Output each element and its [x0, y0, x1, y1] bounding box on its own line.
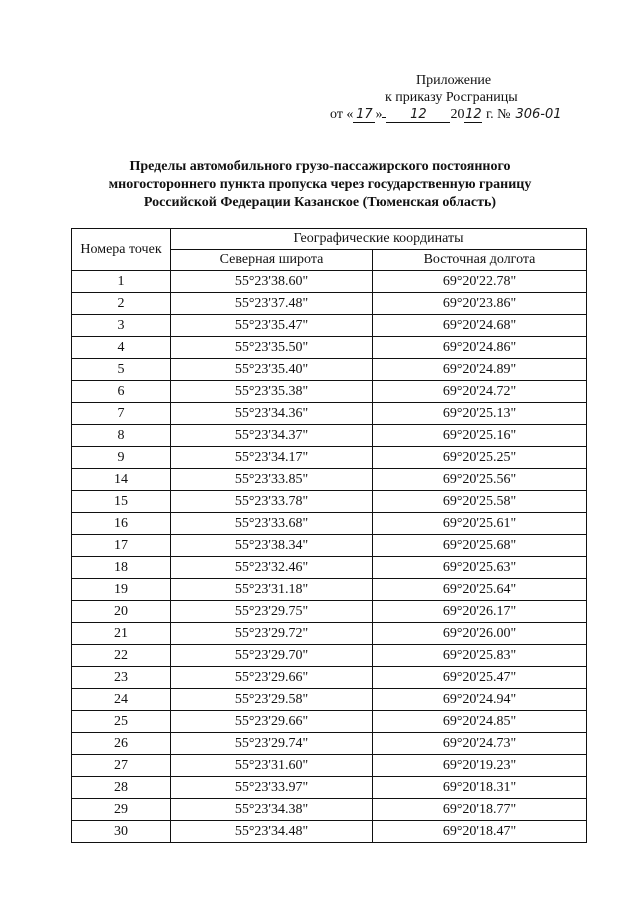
latitude-cell: 55°23'34.17" [171, 447, 373, 469]
point-number-cell: 3 [72, 315, 171, 337]
longitude-cell: 69°20'25.61" [373, 513, 587, 535]
longitude-cell: 69°20'18.47" [373, 821, 587, 843]
longitude-cell: 69°20'25.83" [373, 645, 587, 667]
latitude-cell: 55°23'35.50" [171, 337, 373, 359]
header-longitude: Восточная долгота [373, 250, 587, 271]
latitude-cell: 55°23'31.60" [171, 755, 373, 777]
table-body [72, 271, 587, 843]
longitude-cell: 69°20'22.78" [373, 271, 587, 293]
document-title [60, 158, 580, 212]
latitude-cell: 55°23'34.37" [171, 425, 373, 447]
point-number-cell: 5 [72, 359, 171, 381]
longitude-cell: 69°20'25.56" [373, 469, 587, 491]
latitude-cell: 55°23'37.48" [171, 293, 373, 315]
latitude-cell: 55°23'38.60" [171, 271, 373, 293]
table-row [72, 513, 587, 535]
date-quote-close: » [375, 107, 383, 122]
latitude-cell: 55°23'29.72" [171, 623, 373, 645]
longitude-cell: 69°20'25.63" [373, 557, 587, 579]
longitude-cell: 69°20'25.47" [373, 667, 587, 689]
date-year-suffix: 12 [465, 107, 482, 122]
point-number-cell: 24 [72, 689, 171, 711]
latitude-cell: 55°23'31.18" [171, 579, 373, 601]
point-number-cell: 22 [72, 645, 171, 667]
point-number-cell: 6 [72, 381, 171, 403]
point-number-cell: 29 [72, 799, 171, 821]
latitude-cell: 55°23'34.48" [171, 821, 373, 843]
header-latitude: Северная широта [171, 250, 373, 271]
longitude-cell: 69°20'24.89" [373, 359, 587, 381]
table-row [72, 711, 587, 733]
point-number-cell: 2 [72, 293, 171, 315]
latitude-cell: 55°23'29.75" [171, 601, 373, 623]
latitude-cell: 55°23'29.70" [171, 645, 373, 667]
longitude-cell: 69°20'24.94" [373, 689, 587, 711]
point-number-cell: 21 [72, 623, 171, 645]
table-row [72, 645, 587, 667]
table-row [72, 381, 587, 403]
table-row [72, 469, 587, 491]
table-row [72, 689, 587, 711]
longitude-cell: 69°20'26.17" [373, 601, 587, 623]
point-number-cell: 17 [72, 535, 171, 557]
latitude-cell: 55°23'34.38" [171, 799, 373, 821]
header-point-numbers: Номера точек [72, 229, 171, 271]
appendix-date-line [330, 106, 610, 123]
appendix-order-ref: к приказу Росграницы [385, 90, 518, 105]
date-month: 12 [386, 107, 450, 123]
title-line-2: многостороннего пункта пропуска через государственную границу [108, 177, 532, 192]
point-number-cell: 18 [72, 557, 171, 579]
table-row [72, 293, 587, 315]
table-row [72, 755, 587, 777]
longitude-cell: 69°20'26.00" [373, 623, 587, 645]
point-number-cell: 7 [72, 403, 171, 425]
latitude-cell: 55°23'29.66" [171, 667, 373, 689]
table-row [72, 447, 587, 469]
appendix-label: Приложение [416, 73, 492, 88]
longitude-cell: 69°20'24.68" [373, 315, 587, 337]
longitude-cell: 69°20'18.31" [373, 777, 587, 799]
longitude-cell: 69°20'25.25" [373, 447, 587, 469]
table-row [72, 337, 587, 359]
table-row [72, 491, 587, 513]
order-number: 306-01 [515, 107, 562, 122]
header-geo-coordinates: Географические координаты [171, 229, 587, 250]
longitude-cell: 69°20'25.64" [373, 579, 587, 601]
date-year-prefix: 20 [450, 107, 465, 122]
table-row [72, 821, 587, 843]
point-number-cell: 26 [72, 733, 171, 755]
latitude-cell: 55°23'35.40" [171, 359, 373, 381]
longitude-cell: 69°20'25.58" [373, 491, 587, 513]
point-number-cell: 4 [72, 337, 171, 359]
longitude-cell: 69°20'25.68" [373, 535, 587, 557]
point-number-cell: 30 [72, 821, 171, 843]
longitude-cell: 69°20'24.72" [373, 381, 587, 403]
latitude-cell: 55°23'33.85" [171, 469, 373, 491]
table-row [72, 535, 587, 557]
date-prefix: от « [330, 107, 354, 122]
latitude-cell: 55°23'38.34" [171, 535, 373, 557]
table-row [72, 777, 587, 799]
longitude-cell: 69°20'24.85" [373, 711, 587, 733]
latitude-cell: 55°23'35.38" [171, 381, 373, 403]
longitude-cell: 69°20'24.86" [373, 337, 587, 359]
coordinates-table [71, 228, 587, 843]
longitude-cell: 69°20'19.23" [373, 755, 587, 777]
table-row [72, 557, 587, 579]
latitude-cell: 55°23'35.47" [171, 315, 373, 337]
table-row [72, 403, 587, 425]
latitude-cell: 55°23'33.78" [171, 491, 373, 513]
table-row [72, 623, 587, 645]
date-year-label: г. № [485, 107, 511, 122]
appendix-header [330, 72, 610, 123]
longitude-cell: 69°20'25.16" [373, 425, 587, 447]
point-number-cell: 23 [72, 667, 171, 689]
latitude-cell: 55°23'29.66" [171, 711, 373, 733]
point-number-cell: 20 [72, 601, 171, 623]
table-row [72, 271, 587, 293]
point-number-cell: 15 [72, 491, 171, 513]
longitude-cell: 69°20'18.77" [373, 799, 587, 821]
latitude-cell: 55°23'32.46" [171, 557, 373, 579]
table-row [72, 315, 587, 337]
table-row [72, 733, 587, 755]
table-row [72, 579, 587, 601]
point-number-cell: 19 [72, 579, 171, 601]
table-row [72, 601, 587, 623]
point-number-cell: 14 [72, 469, 171, 491]
date-day: 17 [353, 107, 375, 123]
point-number-cell: 27 [72, 755, 171, 777]
title-line-3: Российской Федерации Казанское (Тюменская область) [143, 195, 497, 210]
title-line-1: Пределы автомобильного грузо-пассажирского постоянного [129, 159, 511, 174]
table-row [72, 359, 587, 381]
point-number-cell: 16 [72, 513, 171, 535]
point-number-cell: 8 [72, 425, 171, 447]
longitude-cell: 69°20'23.86" [373, 293, 587, 315]
point-number-cell: 28 [72, 777, 171, 799]
point-number-cell: 25 [72, 711, 171, 733]
point-number-cell: 9 [72, 447, 171, 469]
latitude-cell: 55°23'29.74" [171, 733, 373, 755]
longitude-cell: 69°20'25.13" [373, 403, 587, 425]
latitude-cell: 55°23'33.97" [171, 777, 373, 799]
table-row [72, 425, 587, 447]
longitude-cell: 69°20'24.73" [373, 733, 587, 755]
point-number-cell: 1 [72, 271, 171, 293]
table-row [72, 667, 587, 689]
table-row [72, 799, 587, 821]
latitude-cell: 55°23'34.36" [171, 403, 373, 425]
latitude-cell: 55°23'29.58" [171, 689, 373, 711]
latitude-cell: 55°23'33.68" [171, 513, 373, 535]
